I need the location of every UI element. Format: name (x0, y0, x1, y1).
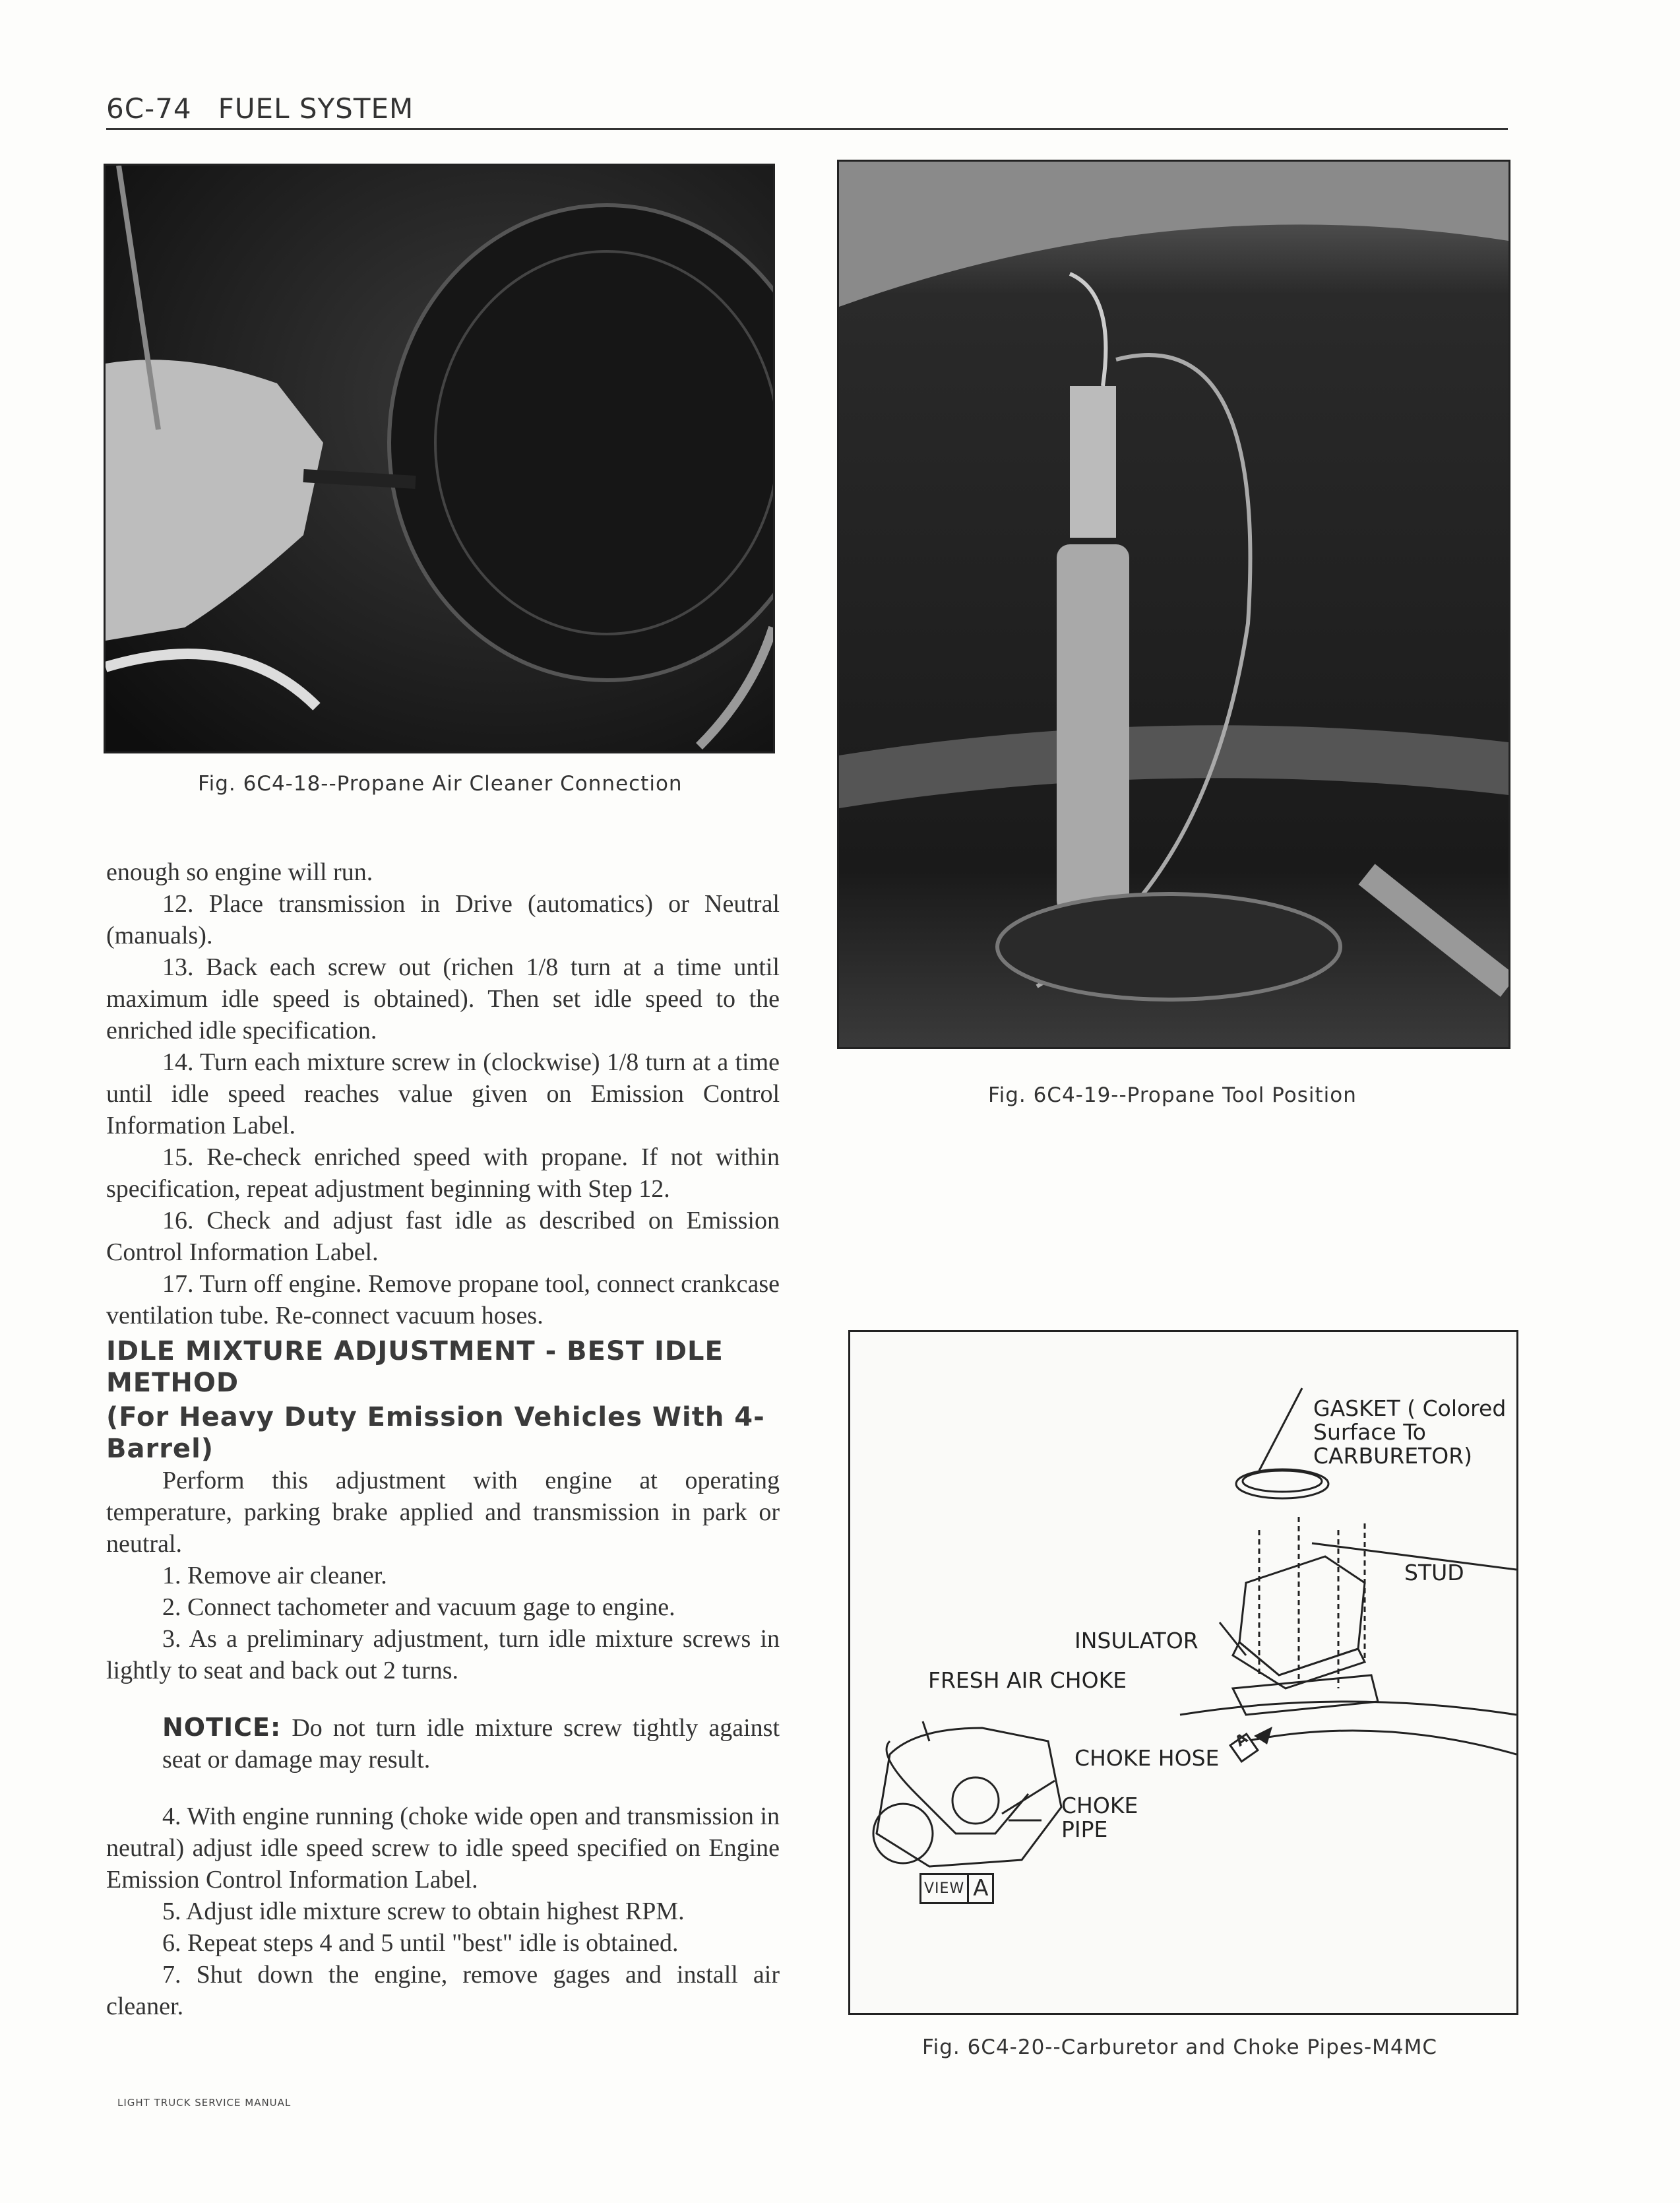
figure-caption-18: Fig. 6C4-18--Propane Air Cleaner Connection (198, 772, 683, 796)
label-line: PIPE (1061, 1816, 1108, 1842)
step-7: 7. Shut down the engine, remove gages and install air cleaner. (106, 1961, 780, 2020)
notice-text: Do not turn idle mixture screw tightly against seat or damage may result. (162, 1714, 780, 1773)
label-choke-pipe (1061, 1794, 1138, 1841)
step-13: 13. Back each screw out (richen 1/8 turn at a time until maximum idle speed is obtained). Then set idle speed to the enriched idle specification. (106, 953, 780, 1044)
carburetor-diagram (848, 1330, 1518, 2015)
step-14: 14. Turn each mixture screw in (clockwise) 1/8 turn at a time until idle speed reaches value given on Emission Control Information Label. (106, 1048, 780, 1139)
intro-paragraph: Perform this adjustment with engine at operating temperature, parking brake applied and transmission in park or neutral. (106, 1467, 780, 1558)
label-insulator: INSULATOR (1074, 1628, 1198, 1653)
figure-caption-20: Fig. 6C4-20--Carburetor and Choke Pipes-M4MC (922, 2035, 1438, 2059)
step-4: 4. With engine running (choke wide open and transmission in neutral) adjust idle speed screw to idle speed specified on Engine Emission Control Information Label. (106, 1803, 780, 1894)
view-letter: A (967, 1875, 992, 1902)
label-stud: STUD (1404, 1560, 1464, 1585)
arrow-label: A (1232, 1730, 1251, 1750)
figure-caption-19: Fig. 6C4-19--Propane Tool Position (988, 1083, 1357, 1107)
label-fresh-air-choke: FRESH AIR CHOKE (928, 1667, 1127, 1693)
label-line: CHOKE (1061, 1793, 1138, 1818)
label-choke-hose: CHOKE HOSE (1074, 1745, 1220, 1771)
step-17: 17. Turn off engine. Remove propane tool, connect crankcase ventilation tube. Re-connect vacuum hoses. (106, 1270, 780, 1329)
page-header (106, 92, 440, 125)
step-6: 6. Repeat steps 4 and 5 until "best" idle is obtained. (162, 1929, 679, 1957)
step-3: 3. As a preliminary adjustment, turn idle mixture screws in lightly to seat and back out 2 turns. (106, 1625, 780, 1684)
section-title: FUEL SYSTEM (218, 92, 414, 125)
view-a-box (919, 1873, 994, 1904)
label-line: Surface To (1313, 1419, 1426, 1445)
photo-propane-tool-position (837, 160, 1510, 1049)
footer: LIGHT TRUCK SERVICE MANUAL (117, 2097, 292, 2109)
label-line: CARBURETOR) (1313, 1443, 1473, 1469)
step-5: 5. Adjust idle mixture screw to obtain highest RPM. (162, 1898, 685, 1925)
view-arrow-icon (1230, 1727, 1272, 1762)
step-15: 15. Re-check enriched speed with propane. If not within specification, repeat adjustment beginning with Step 12. (106, 1143, 780, 1203)
step-1: 1. Remove air cleaner. (162, 1562, 387, 1589)
body-text (106, 856, 780, 2022)
step-12: 12. Place transmission in Drive (automatics) or Neutral (manuals). (106, 890, 780, 949)
label-line: GASKET ( Colored (1313, 1395, 1507, 1421)
section-heading: IDLE MIXTURE ADJUSTMENT - BEST IDLE METHOD (106, 1336, 724, 1398)
notice-label: NOTICE: (162, 1713, 282, 1742)
step-16: 16. Check and adjust fast idle as described on Emission Control Information Label. (106, 1207, 780, 1266)
view-label: VIEW (924, 1880, 965, 1897)
section-subheading: (For Heavy Duty Emission Vehicles With 4-Barrel) (106, 1402, 765, 1464)
notice (162, 1711, 780, 1775)
header-rule (106, 128, 1508, 130)
label-gasket (1313, 1397, 1506, 1468)
page-number: 6C-74 (106, 92, 192, 125)
photo-propane-air-cleaner (104, 164, 775, 753)
paragraph: enough so engine will run. (106, 858, 373, 886)
step-2: 2. Connect tachometer and vacuum gage to engine. (162, 1593, 675, 1621)
